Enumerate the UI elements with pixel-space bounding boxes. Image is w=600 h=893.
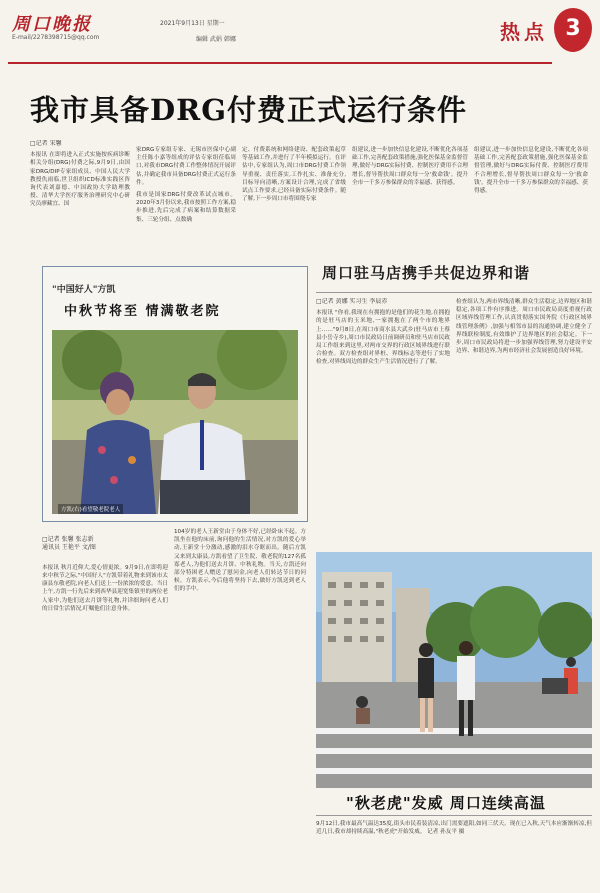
border-story-rule	[316, 292, 592, 293]
feature-col-2	[174, 528, 306, 868]
paper-email: E-mail/2278398715@qq.com	[12, 34, 100, 41]
lead-col-3-text: 我市是国家DRG付费改革试点城市。2020年3月份以来,我市按照工作方案,稳步推进,先后完成了病案和结算数据采集、三轮分组、点数确	[136, 192, 236, 223]
heat-story-rule	[316, 815, 592, 816]
page-number-badge: 3	[554, 8, 592, 52]
feature-photo-art	[52, 330, 298, 514]
lead-col-5	[474, 146, 588, 248]
feature-kicker: "中国好人"方凯	[52, 285, 116, 295]
publication-date: 2021年9月13日 星期一	[160, 20, 225, 27]
border-story-title: 周口驻马店携手共促边界和谐	[322, 264, 531, 282]
border-col-2	[456, 298, 592, 546]
border-col-1	[316, 298, 450, 546]
border-byline: □记者 黄娜 实习生 李晨赤	[316, 298, 388, 305]
lead-col-1-text: 本报讯 在即将进入正式实施按疾病诊断相关分组(DRG)付费之际,9月9日,由国家DRG/DIP专家组成员、中国人民大学教授仇雨临,世卫组织ICD标准实践区咨询代表刘嘉德、中国政协大学助理教授、清华大学医疗服务治理研究中心研究员廖藏宜、国	[30, 152, 130, 208]
masthead	[8, 6, 592, 70]
feature-photo	[52, 330, 298, 514]
heat-story-byline: 记者 孙友平 摄	[427, 829, 465, 836]
lead-byline: □记者 宋馨	[30, 140, 62, 147]
lead-col-2	[136, 146, 236, 248]
heat-story-title: "秋老虎"发威 周口连续高温	[346, 794, 546, 812]
heat-story-text	[316, 820, 592, 876]
feature-photo-caption: 方凯(右)看望敬老院老人	[58, 504, 123, 514]
lead-col-5-text: 组建议,进一步加快信息化建设,不断优化各项基础工作,完善配套政策措施,强化医保基金监督管理,做好与DRG实际付费、控制医疗费用不合理增长,督导帮扶周口群众每一分'救命钱'。提升全市一千多万参保群众的幸福感、获得感。	[352, 147, 468, 186]
street-photo-art	[316, 552, 592, 788]
feature-col-1	[42, 528, 168, 868]
lead-col-5b-text: 组建议,进一步加快信息化建设,不断优化各项基础工作,完善配套政策措施,强化医保基金监督管理,做好与DRG实际付费、控制医疗费用不合理增长,督导帮扶周口群众每一分'救命钱'。提升全市一千多万参保群众的幸福感、获得感。	[474, 147, 588, 195]
feature-byline: □记者 张馨 张志新 通讯员 王艳平 文/图	[42, 536, 96, 552]
border-col-2-text: 检查组认为,两市界线清晰,群众生活稳定,边界地区和谐稳定,各项工作有序推进。周口市民政局高度重视行政区域界线管理工作,认真贯彻落实国务院《行政区域界线管理条例》,加强与相邻市县的沟通协调,建立健全了界线联检制度,有效维护了边界地区的社会稳定。下一步,周口市民政局将进一步加强界线管理,努力建设平安边界、和谐边界,为两市经济社会发展创造良好环境。	[456, 299, 592, 355]
lead-col-2-text: 家DRG专家组专家、无锡市医保中心副主任陈小嘉等组成的评估专家组莅临周口,对我市DRG付费工作整体情况开展评估,并确定我市具备DRG付费正式运行条件。	[136, 147, 236, 186]
lead-col-4-text: 定、付费系统和网络建设、配套政策起草等基础工作,并进行了半年模拟运行。在评估中,专家组认为,周口市DRG付费工作领导重视、责任落实,工作扎实、准备充分,目标导向清晰,方案设计合理,完成了省级试点工作要求,已经具备实际付费条件。随了解,下一步周口市将围绕专家	[242, 147, 346, 203]
feature-title: 中秋节将至 情满敬老院	[64, 304, 221, 319]
heat-story-body: 9月12日,我市最高气温达35度,街头市民着装清凉,出门需要遮阳,如同三伏天。现在已入秋,天气本应渐渐转凉,但近几日,我市却持续高温,"秋老虎"开始发威。	[316, 821, 592, 836]
lead-headline: 我市具备DRG付费正式运行条件	[30, 93, 468, 127]
feature-col-1-text: 本报讯 秋月近仰大,爱心情更浓。9月9日,在即将迎来中秋节之际,"中国好人"方凯带着礼物来到该市太康县东敬老院,向老人们送上一份浓浓的爱意。当日上午,方凯一行先后来到西华县迎宽集镇里的两位老人家中,为他们送去月饼等礼物,并详细询问老人们的日常生活情况,叮嘱他们注意身体。	[42, 564, 168, 612]
border-col-1-text: 本报讯 "你看,我现在有拥抱的是他们的花生地,在拥抱的是驻马店的玉米地,一家拥抱在了两个市的地界上……"9月8日,在周口市商水县大武乡(驻马店市上蔡县小岳寺乡),周口市民政局日前调研员和驻马店市民政局工作组来到这里,对两市交界的行政区域界线进行联合检查。双方检查组对界桩、界线标志等进行了实地检查,对界线周边的群众生产生活情况进行了了解。	[316, 310, 450, 366]
feature-col-2-text: 104岁的老人王新堂由于身体不好,已经卧床不起。方凯坐在他的床前,询问他的生活情况,对方凯的爱心举动,王新堂十分激动,感激的泪水夺眶而出。随后方凯又来到太康县,方凯看望了卫生院、敬老院的127名孤寡老人,为他们送去月饼、中秋礼物。当天,方凯还向部分特困老人赠送了慰问金,向老人们转达节日的问候。方凯表示,今后他将坚持下去,做好方凯送到老人们的手中。	[174, 529, 306, 593]
street-photo	[316, 552, 592, 788]
lead-col-3	[242, 146, 346, 248]
paper-name: 周口晚报	[12, 14, 92, 35]
editor-credit: 编辑 武娟 韩娜	[196, 36, 236, 43]
masthead-rule	[8, 62, 552, 64]
lead-col-4	[352, 146, 468, 248]
lead-col-1	[30, 140, 130, 248]
section-name: 热点	[500, 20, 548, 44]
